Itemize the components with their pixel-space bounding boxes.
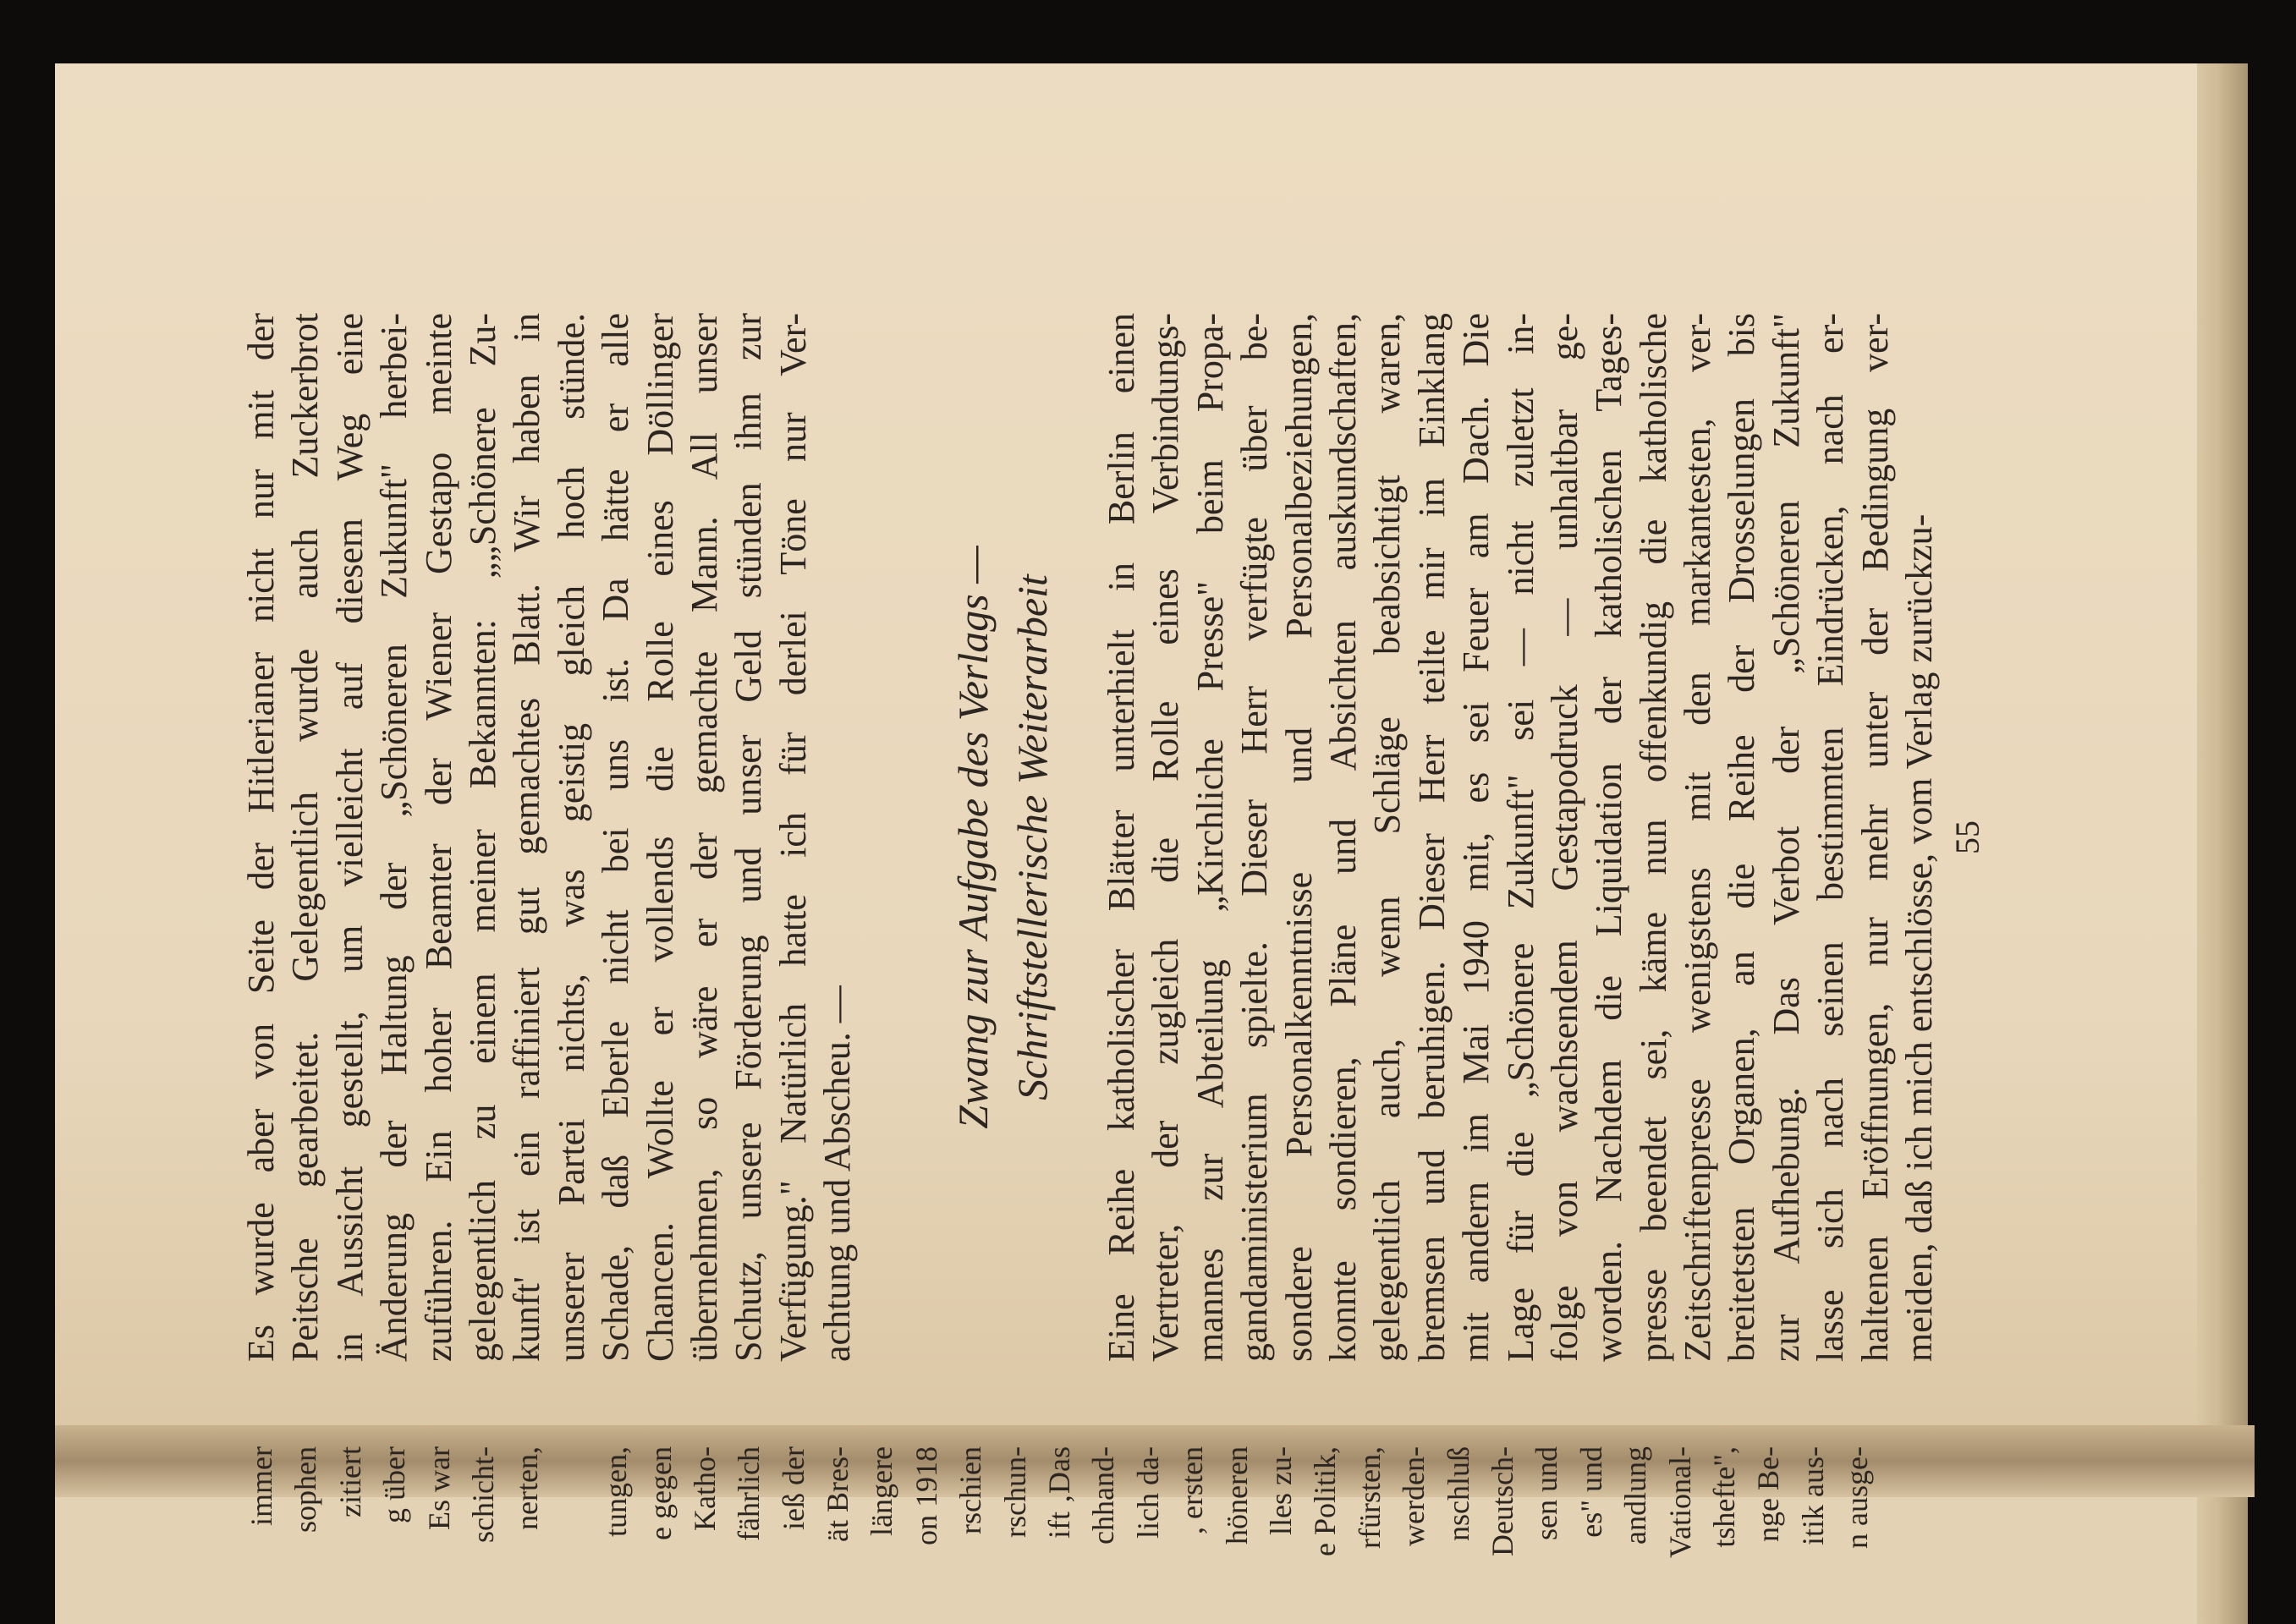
text-line: übernehmen, so wäre er der gemachte Mann. All unser xyxy=(683,313,725,1362)
text-line: schicht- xyxy=(465,1446,500,1543)
text-line: sophen xyxy=(288,1446,323,1533)
text-line: breitetsten Organen, an die Reihe der Drosselungen bis xyxy=(1721,313,1763,1362)
text-line: Vertreter, der zugleich die Rolle eines Verbindungs- xyxy=(1145,313,1187,1362)
text-line: n ausge- xyxy=(1840,1446,1875,1549)
text-line: längere xyxy=(865,1446,899,1536)
text-line: lles zu- xyxy=(1263,1446,1298,1535)
text-line: ieß der xyxy=(776,1446,810,1530)
text-line: Verfügung." Natürlich hatte ich für derlei Töne nur Ver- xyxy=(772,313,814,1362)
text-line: e Politik, xyxy=(1308,1446,1343,1557)
text-line: bremsen und beruhigen. Dieser Herr teilte mir im Einklang xyxy=(1410,313,1453,1362)
text-line: e gegen xyxy=(643,1446,678,1540)
text-line: achtung und Abscheu. — xyxy=(816,985,859,1362)
paragraph-one xyxy=(239,313,860,1362)
text-line: es" und xyxy=(1574,1446,1608,1538)
page-edges xyxy=(2197,63,2248,1624)
text-line: haltenen Eröffnungen, nur mehr unter der Bedingung ver- xyxy=(1854,313,1896,1362)
text-line: tungen, xyxy=(599,1446,634,1537)
text-line: konnte sondieren, Pläne und Absichten auskundschaften, xyxy=(1321,313,1364,1362)
text-line: itik aus- xyxy=(1795,1446,1830,1545)
main-text xyxy=(239,313,860,1362)
text-line: andlung xyxy=(1618,1446,1653,1544)
text-line: Schade, daß Eberle nicht bei uns ist. Da hätte er alle xyxy=(595,313,637,1362)
text-line: meiden, daß ich mich entschlösse, vom Verlag zurückzu- xyxy=(1898,513,1941,1362)
text-line: chhand- xyxy=(1086,1446,1121,1544)
text-line: immer xyxy=(244,1446,278,1526)
text-line: Deutsch- xyxy=(1485,1446,1519,1556)
text-line: nge Be- xyxy=(1751,1446,1786,1542)
text-line: rschun- xyxy=(997,1446,1032,1538)
text-line: folge von wachsendem Gestapodruck — unhaltbar ge- xyxy=(1543,313,1585,1362)
text-line: unserer Partei nichts, was geistig gleich hoch stünde. xyxy=(550,313,592,1362)
text-line: lasse sich nach seinen bestimmten Eindrücken, nach er- xyxy=(1810,313,1852,1362)
text-line: Zeitschriftenpresse wenigstens mit den markantesten, ver- xyxy=(1677,313,1719,1362)
text-line: Eine Reihe katholischer Blätter unterhielt in Berlin einen xyxy=(1101,313,1142,1362)
text-line: in Aussicht gestellt, um vielleicht auf diesem Weg eine xyxy=(328,313,371,1362)
text-line: Schutz, unsere Förderung und unser Geld stünden ihm zur xyxy=(728,313,770,1362)
paragraph-two xyxy=(1100,313,1942,1362)
text-line: Es war xyxy=(421,1446,456,1530)
text-line: Peitsche gearbeitet. Gelegentlich wurde auch Zuckerbrot xyxy=(284,313,327,1362)
section-heading xyxy=(943,313,1062,1362)
text-line: kunft' ist ein raffiniert gut gemachtes Blatt. Wir haben in xyxy=(506,313,548,1362)
text-line: nschluß xyxy=(1441,1446,1475,1541)
page-number: 55 xyxy=(1948,820,1986,854)
text-line: nerten, xyxy=(510,1446,545,1530)
adjacent-page-text xyxy=(239,1446,1879,1620)
heading-line-1: Zwang zur Aufgabe des Verlags — xyxy=(949,546,997,1129)
text-line: werden- xyxy=(1397,1446,1431,1546)
text-line: Katho- xyxy=(687,1446,722,1531)
text-line: mit andern im Mai 1940 mit, es sei Feuer am Dach. Die xyxy=(1455,313,1497,1362)
text-line: tshefte", xyxy=(1706,1446,1741,1548)
text-line: gandaministerium spielte. Dieser Herr verfügte über be- xyxy=(1233,313,1276,1362)
text-line: rschien xyxy=(953,1446,988,1534)
text-line: Lage für die „Schönere Zukunft" sei — nicht zuletzt in- xyxy=(1499,313,1541,1362)
page-number-block xyxy=(1946,313,1990,1362)
text-line: zur Aufhebung. Das Verbot der „Schöneren Zukunft" xyxy=(1765,313,1807,1362)
text-line: sen und xyxy=(1530,1446,1564,1540)
text-line: worden. Nachdem die Liquidation der katholischen Tages- xyxy=(1588,313,1630,1362)
text-line: höneren xyxy=(1219,1446,1254,1544)
text-line: g über xyxy=(377,1446,412,1523)
text-line: rfürsten, xyxy=(1352,1446,1387,1549)
text-line xyxy=(550,1446,594,1620)
text-line: lich da- xyxy=(1130,1446,1165,1539)
text-line: Vational- xyxy=(1662,1446,1697,1558)
text-line: on 1918 xyxy=(909,1446,943,1545)
heading-line-2: Schriftstellerische Weiterarbeit xyxy=(1008,574,1056,1100)
text-line: ät Bres- xyxy=(821,1446,855,1542)
text-line: , ersten xyxy=(1175,1446,1210,1534)
text-line: Änderung der Haltung der „Schöneren Zukunft" herbei- xyxy=(373,313,415,1362)
text-line: fährlich xyxy=(732,1446,766,1541)
text-line: gelegentlich auch, wenn Schläge beabsichtigt waren, xyxy=(1366,313,1409,1362)
text-line: Es wurde aber von Seite der Hitlerianer nicht nur mit der xyxy=(240,313,282,1362)
text-line: Chancen. Wollte er vollends die Rolle eines Döllinger xyxy=(639,313,681,1362)
main-text-2 xyxy=(1100,313,1942,1362)
text-line: zuführen. Ein hoher Beamter der Wiener Gestapo meinte xyxy=(417,313,459,1362)
text-line: mannes zur Abteilung „Kirchliche Presse" beim Propa- xyxy=(1189,313,1231,1362)
text-line: gelegentlich zu einem meiner Bekannten: „„Schönere Zu- xyxy=(461,313,503,1362)
text-line: ift ‚Das xyxy=(1042,1446,1077,1539)
text-line: sondere Personalkenntnisse und Personalbeziehungen, xyxy=(1277,313,1320,1362)
text-line: presse beendet sei, käme nun offenkundig die katholische xyxy=(1632,313,1674,1362)
text-line: zitiert xyxy=(332,1446,367,1517)
